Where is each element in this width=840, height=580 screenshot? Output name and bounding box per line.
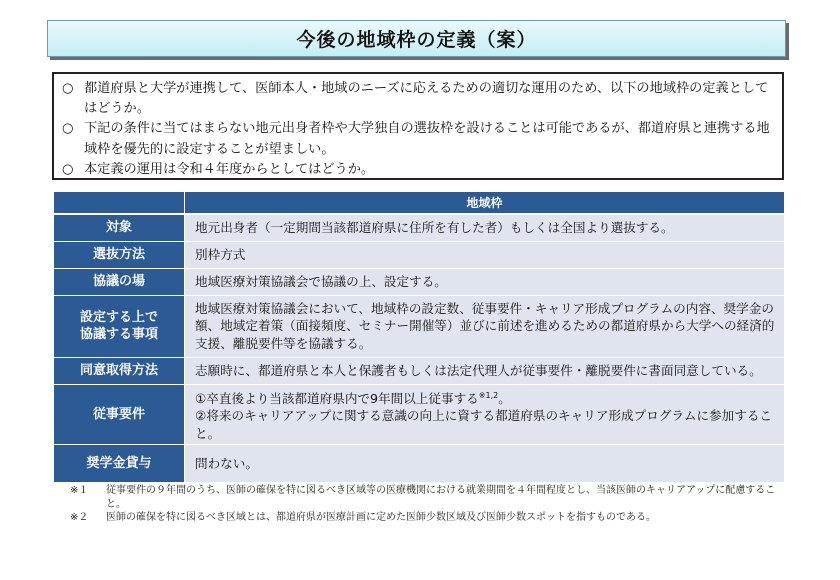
footnote-ref: ※1,2 <box>478 390 499 400</box>
table-row <box>54 384 785 445</box>
column-header: 地域枠 <box>185 192 785 215</box>
row-value <box>185 384 785 445</box>
page-title: 今後の地域枠の定義（案） <box>47 20 786 57</box>
footnotes <box>70 484 790 525</box>
table-row <box>54 357 785 384</box>
table-row <box>54 295 785 357</box>
table-header-row <box>54 192 785 215</box>
intro-text: 都道府県と大学が連携して、医師本人・地域のニーズに応えるための適切な運用のため、以下の地域枠の定義としてはどうか。 <box>84 81 769 117</box>
row-value: 地域医療対策協議会において、地域枠の設定数、従事要件・キャリア形成プログラムの内容、奨学金の額、地域定着策（面接頻度、セミナー開催等）並びに前述を進めるための都道府県から大学への経済的支援、離脱要件等を協議する。 <box>185 295 785 357</box>
footnote-text: 従事要件の９年間のうち、医師の確保を特に図るべき区域等の医療機関における就業期間を４年間程度とし、当該医師のキャリアアップに配慮すること。 <box>106 485 776 510</box>
table-row <box>54 214 785 241</box>
header-blank-cell <box>54 192 185 215</box>
row-value: 志願時に、都道府県と本人と保護者もしくは法定代理人が従事要件・離脱要件に書面同意している。 <box>185 357 785 384</box>
value-line: ②将来のキャリアアップに関する意識の向上に資する都道府県のキャリア形成プログラムに参加すること。 <box>195 408 773 441</box>
row-label-line: 協議する事項 <box>79 327 158 342</box>
row-value: 別枠方式 <box>185 241 785 268</box>
row-label <box>54 295 185 357</box>
value-line-end: 。 <box>498 390 511 406</box>
row-label: 同意取得方法 <box>54 357 185 384</box>
circle-bullet-icon: ○ <box>62 161 74 177</box>
circle-bullet-icon: ○ <box>62 81 74 96</box>
footnote-text: 医師の確保を特に図るべき区域とは、都道府県が医療計画に定めた医師少数区域及び医師少数スポットを指すものである。 <box>106 512 656 523</box>
table-row <box>54 445 785 483</box>
row-label-line: 設定する上で <box>79 310 158 325</box>
row-label: 奨学金貸与 <box>54 445 185 483</box>
row-value: 地域医療対策協議会で協議の上、設定する。 <box>185 268 785 295</box>
intro-text: 本定義の運用は令和４年度からとしてはどうか。 <box>84 161 375 177</box>
row-value: 地元出身者（一定期間当該都道府県に住所を有した者）もしくは全国より選抜する。 <box>185 214 785 241</box>
intro-text: 下記の条件に当てはまらない地元出身者枠や大学独自の選抜枠を設けることは可能であるが、都道府県と連携する地域枠を優先的に設定することが望ましい。 <box>84 121 770 157</box>
footnote <box>70 511 790 525</box>
row-label: 選抜方法 <box>54 241 185 268</box>
row-value: 問わない。 <box>185 445 785 483</box>
table-row <box>54 241 785 268</box>
table-row <box>54 268 785 295</box>
footnote <box>70 484 790 511</box>
definition-table <box>53 191 785 483</box>
value-line: ①卒直後より当該都道府県内で9年間以上従事する <box>195 390 479 406</box>
intro-item <box>62 160 772 180</box>
circle-bullet-icon: ○ <box>62 121 74 137</box>
intro-item <box>62 79 772 119</box>
intro-item <box>62 119 772 159</box>
row-label: 対象 <box>54 214 185 241</box>
footnote-mark: ※１ <box>70 485 89 496</box>
row-label: 協議の場 <box>54 268 185 295</box>
intro-box <box>52 72 784 180</box>
row-label: 従事要件 <box>54 384 185 445</box>
footnote-mark: ※２ <box>70 512 89 523</box>
